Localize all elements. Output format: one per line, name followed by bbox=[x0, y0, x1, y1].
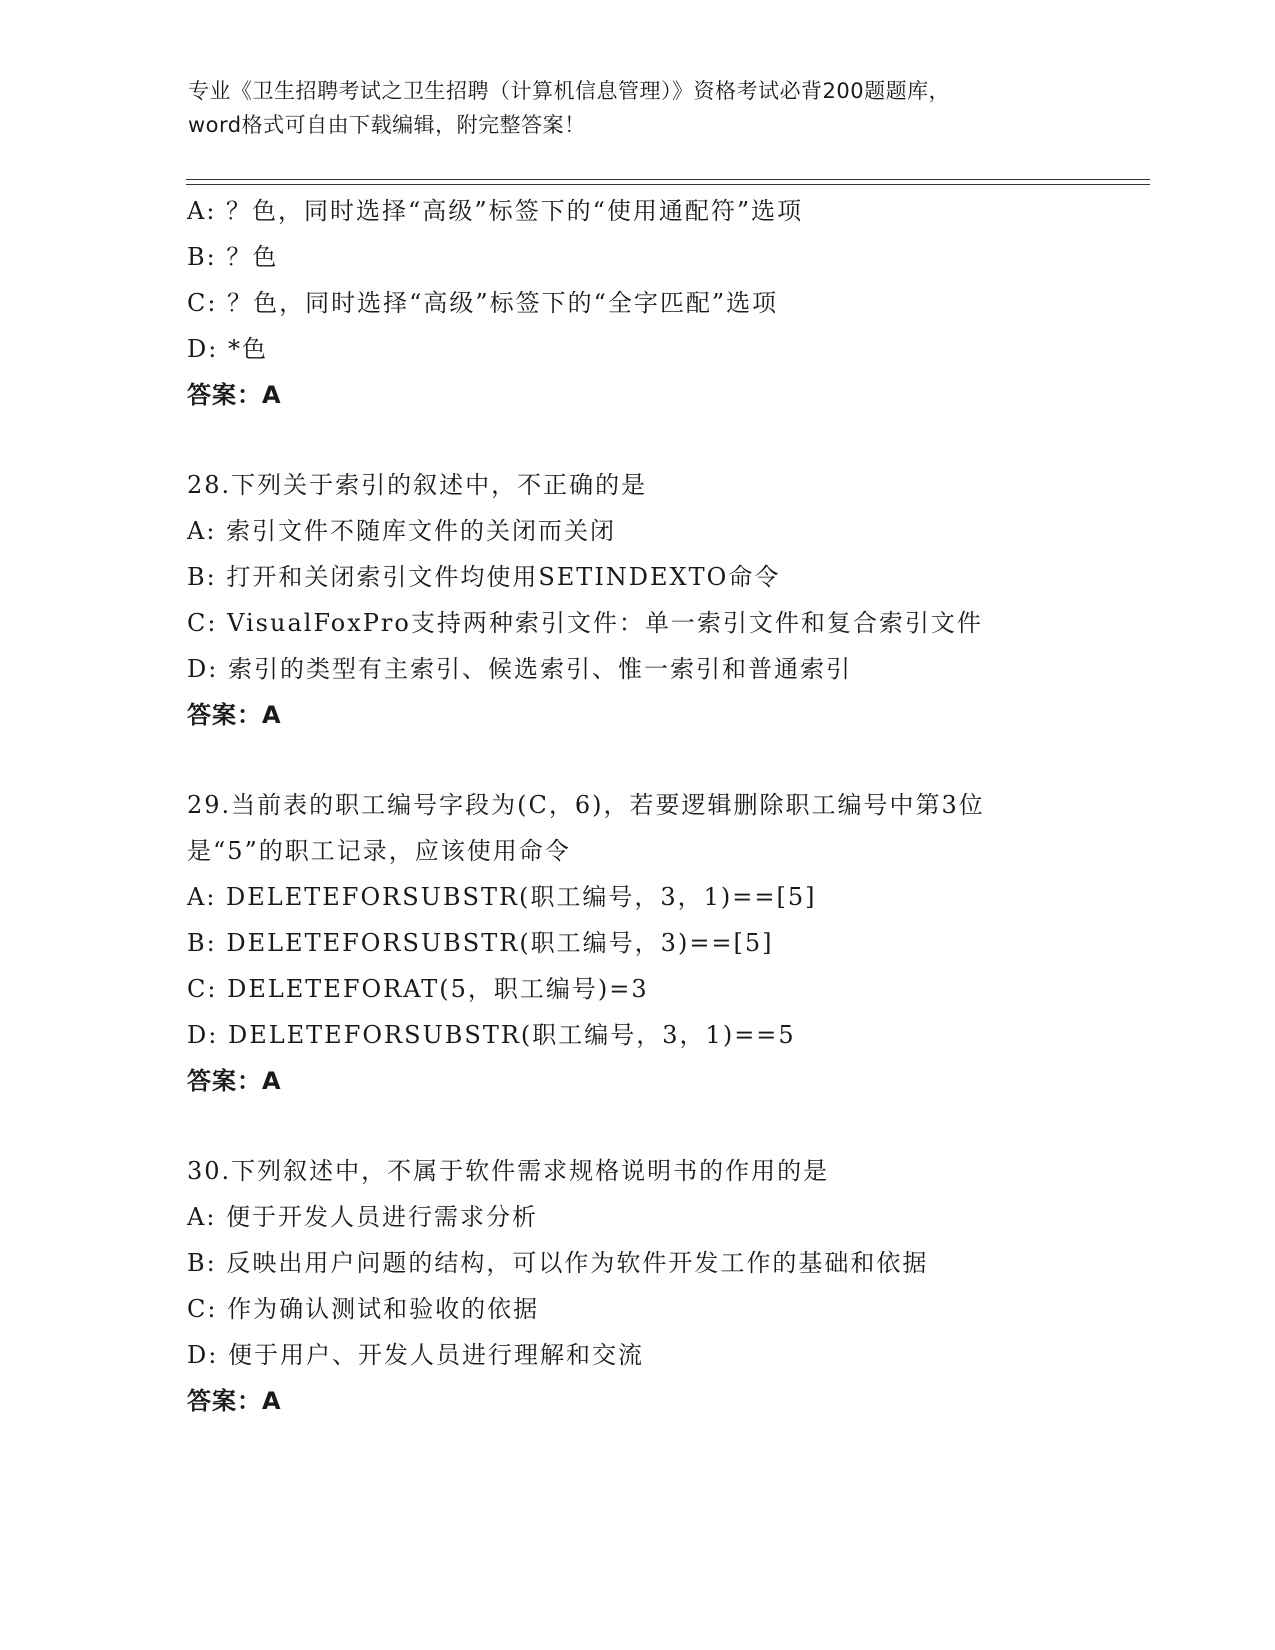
option-c: C: 作为确认测试和验收的依据 bbox=[187, 1295, 540, 1323]
question-30 bbox=[187, 1148, 1087, 1424]
option-c: C: ？色，同时选择“高级”标签下的“全字匹配”选项 bbox=[187, 289, 779, 317]
question-29 bbox=[187, 782, 1087, 1104]
question-stem: 30.下列叙述中，不属于软件需求规格说明书的作用的是 bbox=[187, 1157, 830, 1185]
option-a: A: ？色，同时选择“高级”标签下的“使用通配符”选项 bbox=[187, 197, 804, 225]
question-stem-line-2: 是“5”的职工记录，应该使用命令 bbox=[187, 837, 571, 865]
spacer bbox=[187, 418, 1087, 462]
option-c: C: DELETEFORAT(5，职工编号)=3 bbox=[187, 975, 649, 1003]
option-c: C: VisualFoxPro支持两种索引文件：单一索引文件和复合索引文件 bbox=[187, 609, 983, 637]
option-d: D: DELETEFORSUBSTR(职工编号，3，1)==5 bbox=[187, 1021, 796, 1049]
option-d: D: *色 bbox=[187, 335, 268, 363]
answer: 答案：A bbox=[187, 1067, 282, 1095]
document-header bbox=[188, 74, 1088, 142]
question-28 bbox=[187, 462, 1087, 738]
option-a: A: 索引文件不随库文件的关闭而关闭 bbox=[187, 517, 617, 545]
spacer bbox=[187, 1104, 1087, 1148]
option-d: D: 便于用户、开发人员进行理解和交流 bbox=[187, 1341, 644, 1369]
answer: 答案：A bbox=[187, 1387, 282, 1415]
option-d: D: 索引的类型有主索引、候选索引、惟一索引和普通索引 bbox=[187, 655, 852, 683]
spacer bbox=[187, 738, 1087, 782]
header-line-2: word格式可自由下载编辑，附完整答案！ bbox=[188, 113, 586, 137]
option-a: A: DELETEFORSUBSTR(职工编号，3，1)==[5] bbox=[187, 883, 817, 911]
header-line-1: 专业《卫生招聘考试之卫生招聘（计算机信息管理）》资格考试必背200题题库， bbox=[188, 79, 951, 103]
header-divider-bottom bbox=[186, 184, 1150, 185]
answer: 答案：A bbox=[187, 381, 282, 409]
question-stem-line-1: 29.当前表的职工编号字段为(C，6)，若要逻辑删除职工编号中第3位 bbox=[187, 791, 985, 819]
option-b: B: 反映出用户问题的结构，可以作为软件开发工作的基础和依据 bbox=[187, 1249, 929, 1277]
header-divider-top bbox=[186, 179, 1150, 180]
answer: 答案：A bbox=[187, 701, 282, 729]
option-b: B: DELETEFORSUBSTR(职工编号，3)==[5] bbox=[187, 929, 774, 957]
question-stem: 28.下列关于索引的叙述中，不正确的是 bbox=[187, 471, 648, 499]
option-b: B: 打开和关闭索引文件均使用SETINDEXTO命令 bbox=[187, 563, 781, 591]
question-list bbox=[187, 188, 1087, 1424]
option-a: A: 便于开发人员进行需求分析 bbox=[187, 1203, 539, 1231]
question-27-continued bbox=[187, 188, 1087, 418]
option-b: B: ？色 bbox=[187, 243, 279, 271]
